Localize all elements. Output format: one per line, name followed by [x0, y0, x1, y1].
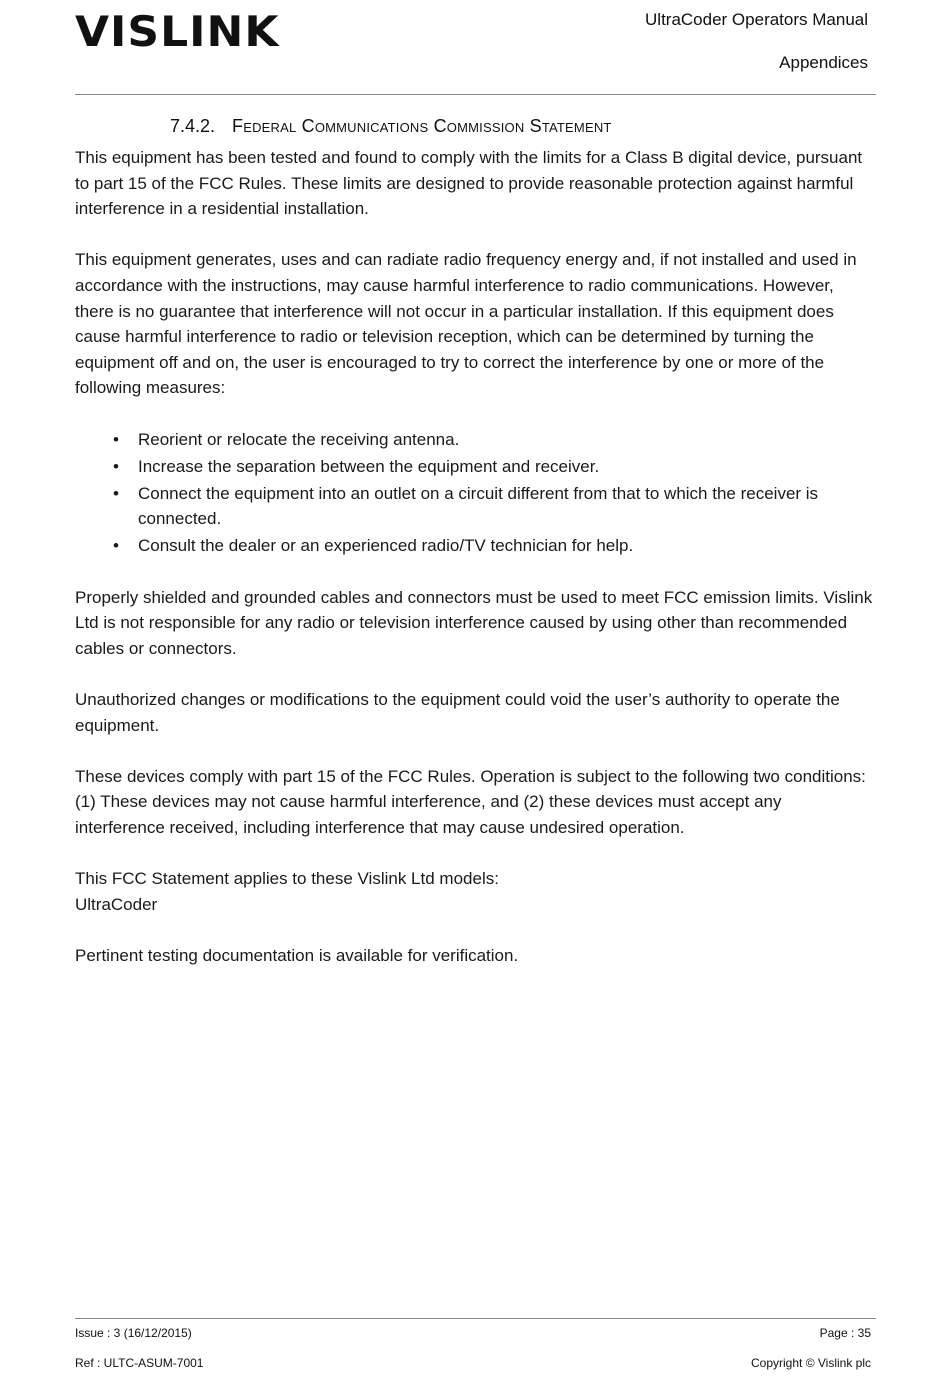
bullet-icon: •	[113, 456, 119, 476]
paragraph-cables: Properly shielded and grounded cables and connectors must be used to meet FCC emission limits. Vislink Ltd is not responsible for any radio or television interference caused by using other than recommended cables or connectors.	[75, 587, 873, 658]
paragraph-conditions: These devices comply with part 15 of the FCC Rules. Operation is subject to the following two conditions: (1) These devices may not cause harmful interference, and (2) these devices must accept any interference received, including interference that may cause undesired operation.	[75, 766, 866, 837]
section-title: Federal Communications Commission Statement	[232, 116, 612, 136]
model-name: UltraCoder	[75, 894, 158, 914]
list-item	[75, 454, 875, 480]
list-item	[75, 481, 875, 532]
paragraph-interference: This equipment generates, uses and can radiate radio frequency energy and, if not installed and used in accordance with the instructions, may cause harmful interference to radio communications. However, there is no guarantee that interference will not occur in a particular installation. If this equipment does cause harmful interference to radio or television reception, which can be determined by turning the equipment off and on, the user is encouraged to try to correct the interference by one or more of the following measures:	[75, 250, 857, 398]
bullet-icon: •	[113, 483, 119, 503]
list-item-text: Increase the separation between the equipment and receiver.	[138, 456, 600, 476]
measures-list	[75, 427, 875, 559]
footer-issue: Issue : 3 (16/12/2015)	[75, 1326, 192, 1340]
paragraph-compliance: This equipment has been tested and found to comply with the limits for a Class B digital device, pursuant to part 15 of the FCC Rules. These limits are designed to provide reasonable protection against harmful interference in a residential installation.	[75, 148, 863, 219]
document-section: Appendices	[779, 53, 868, 72]
footer-divider	[75, 1318, 876, 1319]
list-item-text: Reorient or relocate the receiving antenna.	[138, 429, 460, 449]
page-body	[75, 145, 875, 994]
paragraph-modifications: Unauthorized changes or modifications to the equipment could void the user’s authority to operate the equipment.	[75, 689, 840, 735]
paragraph-models: This FCC Statement applies to these Vislink Ltd models:	[75, 869, 499, 889]
section-heading	[170, 116, 612, 137]
vislink-logo: VISLINK	[75, 8, 280, 57]
section-number: 7.4.2.	[170, 116, 216, 136]
list-item-text: Connect the equipment into an outlet on a circuit different from that to which the receiver is connected.	[138, 483, 819, 529]
list-item-text: Consult the dealer or an experienced radio/TV technician for help.	[138, 536, 634, 556]
bullet-icon: •	[113, 536, 119, 556]
document-title: UltraCoder Operators Manual	[645, 10, 868, 29]
paragraph-documentation: Pertinent testing documentation is available for verification.	[75, 945, 519, 965]
bullet-icon: •	[113, 429, 119, 449]
footer-copyright: Copyright © Vislink plc	[751, 1356, 871, 1370]
footer-page-number: Page : 35	[819, 1326, 871, 1340]
list-item	[75, 427, 875, 453]
footer-reference: Ref : ULTC-ASUM-7001	[75, 1356, 204, 1370]
header-divider	[75, 94, 876, 95]
list-item	[75, 533, 875, 559]
